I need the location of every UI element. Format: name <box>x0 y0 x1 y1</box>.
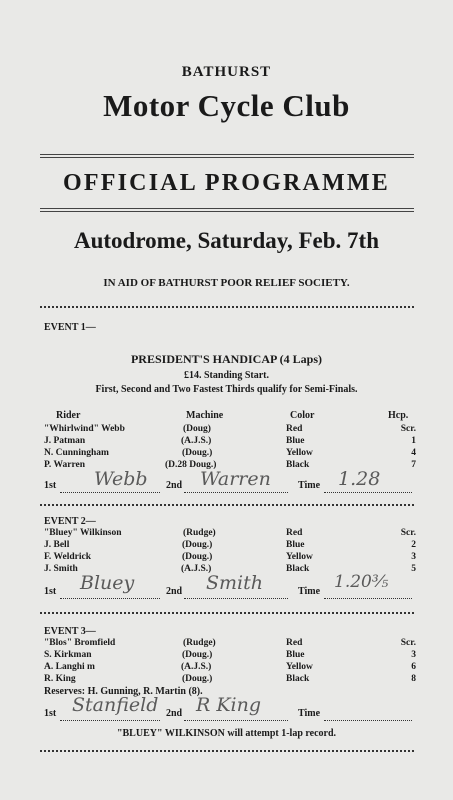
club-name-top: BATHURST <box>181 64 272 80</box>
table-row-machine: (Doug.) <box>182 650 213 660</box>
divider <box>40 612 414 614</box>
second-fill-line <box>184 492 288 493</box>
second-fill-line <box>184 720 288 721</box>
time-fill-line <box>324 598 412 599</box>
second-place-entry: R King <box>196 694 262 716</box>
table-row-hcp: 3 <box>411 650 416 660</box>
time-label: Time <box>298 586 321 597</box>
table-row-hcp: 8 <box>411 674 416 684</box>
first-fill-line <box>60 720 160 721</box>
time-fill-line <box>324 492 412 493</box>
time-label: Time <box>298 480 321 491</box>
table-row-rider: J. Patman <box>44 436 86 446</box>
club-name-main: Motor Cycle Club <box>103 88 350 123</box>
table-row-hcp: 3 <box>411 552 416 562</box>
table-row-color: Black <box>286 674 310 684</box>
second-label: 2nd <box>166 708 183 719</box>
table-row-rider: R. King <box>44 674 76 684</box>
reserves-note: Reserves: H. Gunning, R. Martin (8). <box>44 686 203 697</box>
event-label: EVENT 2— <box>44 516 96 527</box>
event-qualify-note: First, Second and Two Fastest Thirds qualify for Semi-Finals. <box>95 384 358 395</box>
divider <box>40 750 414 752</box>
table-row-hcp: 6 <box>411 662 416 672</box>
first-fill-line <box>60 598 160 599</box>
col-header-machine: Machine <box>186 410 224 421</box>
table-row-machine: (A.J.S.) <box>181 436 212 446</box>
time-entry: 1.28 <box>338 468 381 490</box>
aid-line: IN AID OF BATHURST POOR RELIEF SOCIETY. <box>103 277 350 289</box>
table-row-machine: (Doug.) <box>182 552 213 562</box>
table-row-color: Blue <box>286 540 305 550</box>
table-row-machine: (A.J.S.) <box>181 564 212 574</box>
table-row-machine: (Rudge) <box>183 528 216 538</box>
table-row-machine: (Rudge) <box>183 638 216 648</box>
time-fill-line <box>324 720 412 721</box>
venue-date: Autodrome, Saturday, Feb. 7th <box>74 228 379 253</box>
table-row-hcp: Scr. <box>400 424 416 434</box>
table-row-hcp: 5 <box>411 564 416 574</box>
first-label: 1st <box>44 708 57 719</box>
event-label: EVENT 3— <box>44 626 96 637</box>
second-label: 2nd <box>166 480 183 491</box>
table-row-rider: J. Smith <box>44 564 78 574</box>
table-row-rider: "Blos" Bromfield <box>44 638 116 648</box>
table-row-color: Red <box>286 528 303 538</box>
table-row-rider: "Whirlwind" Webb <box>44 424 125 434</box>
table-row-color: Black <box>286 460 310 470</box>
event-prize: £14. Standing Start. <box>183 370 269 381</box>
table-row-rider: F. Weldrick <box>44 552 91 562</box>
divider <box>40 208 414 212</box>
divider <box>40 154 414 158</box>
table-row-color: Yellow <box>286 552 313 562</box>
table-row-hcp: Scr. <box>400 528 416 538</box>
table-row-rider: A. Langhi m <box>44 662 95 672</box>
table-row-color: Blue <box>286 436 305 446</box>
table-row-machine: (Doug.) <box>182 674 213 684</box>
table-row-rider: N. Cunningham <box>44 448 109 458</box>
table-row-machine: (D.28 Doug.) <box>165 460 217 470</box>
table-row-rider: S. Kirkman <box>44 650 92 660</box>
event-label: EVENT 1— <box>44 322 96 333</box>
table-row-hcp: Scr. <box>400 638 416 648</box>
table-row-rider: "Bluey" Wilkinson <box>44 528 122 538</box>
divider <box>40 504 414 506</box>
table-row-hcp: 1 <box>411 436 416 446</box>
first-place-entry: Webb <box>94 468 148 490</box>
first-place-entry: Stanfield <box>72 694 159 716</box>
table-row-machine: (A.J.S.) <box>181 662 212 672</box>
table-row-hcp: 4 <box>411 448 416 458</box>
table-row-hcp: 7 <box>411 460 416 470</box>
event-title: PRESIDENT'S HANDICAP (4 Laps) <box>130 352 323 366</box>
table-row-rider: P. Warren <box>44 460 85 470</box>
time-label: Time <box>298 708 321 719</box>
table-row-color: Black <box>286 564 310 574</box>
table-row-machine: (Doug.) <box>182 540 213 550</box>
first-fill-line <box>60 492 160 493</box>
divider <box>40 306 414 308</box>
second-fill-line <box>184 598 288 599</box>
table-row-color: Yellow <box>286 448 313 458</box>
table-row-color: Blue <box>286 650 305 660</box>
col-header-hcp: Hcp. <box>388 410 409 421</box>
second-place-entry: Warren <box>200 468 271 490</box>
first-place-entry: Bluey <box>80 572 135 594</box>
table-row-color: Red <box>286 424 303 434</box>
table-row-machine: (Doug) <box>183 424 211 434</box>
time-entry: 1.20⅗ <box>334 572 389 592</box>
col-header-color: Color <box>290 410 315 421</box>
first-label: 1st <box>44 480 57 491</box>
second-label: 2nd <box>166 586 183 597</box>
second-place-entry: Smith <box>206 572 263 594</box>
table-row-hcp: 2 <box>411 540 416 550</box>
first-label: 1st <box>44 586 57 597</box>
table-row-color: Yellow <box>286 662 313 672</box>
table-row-color: Red <box>286 638 303 648</box>
programme-title: OFFICIAL PROGRAMME <box>63 170 390 196</box>
col-header-rider: Rider <box>56 410 81 421</box>
table-row-rider: J. Bell <box>44 540 70 550</box>
record-attempt-note: "BLUEY" WILKINSON will attempt 1-lap record. <box>116 728 337 739</box>
table-row-machine: (Doug.) <box>182 448 213 458</box>
